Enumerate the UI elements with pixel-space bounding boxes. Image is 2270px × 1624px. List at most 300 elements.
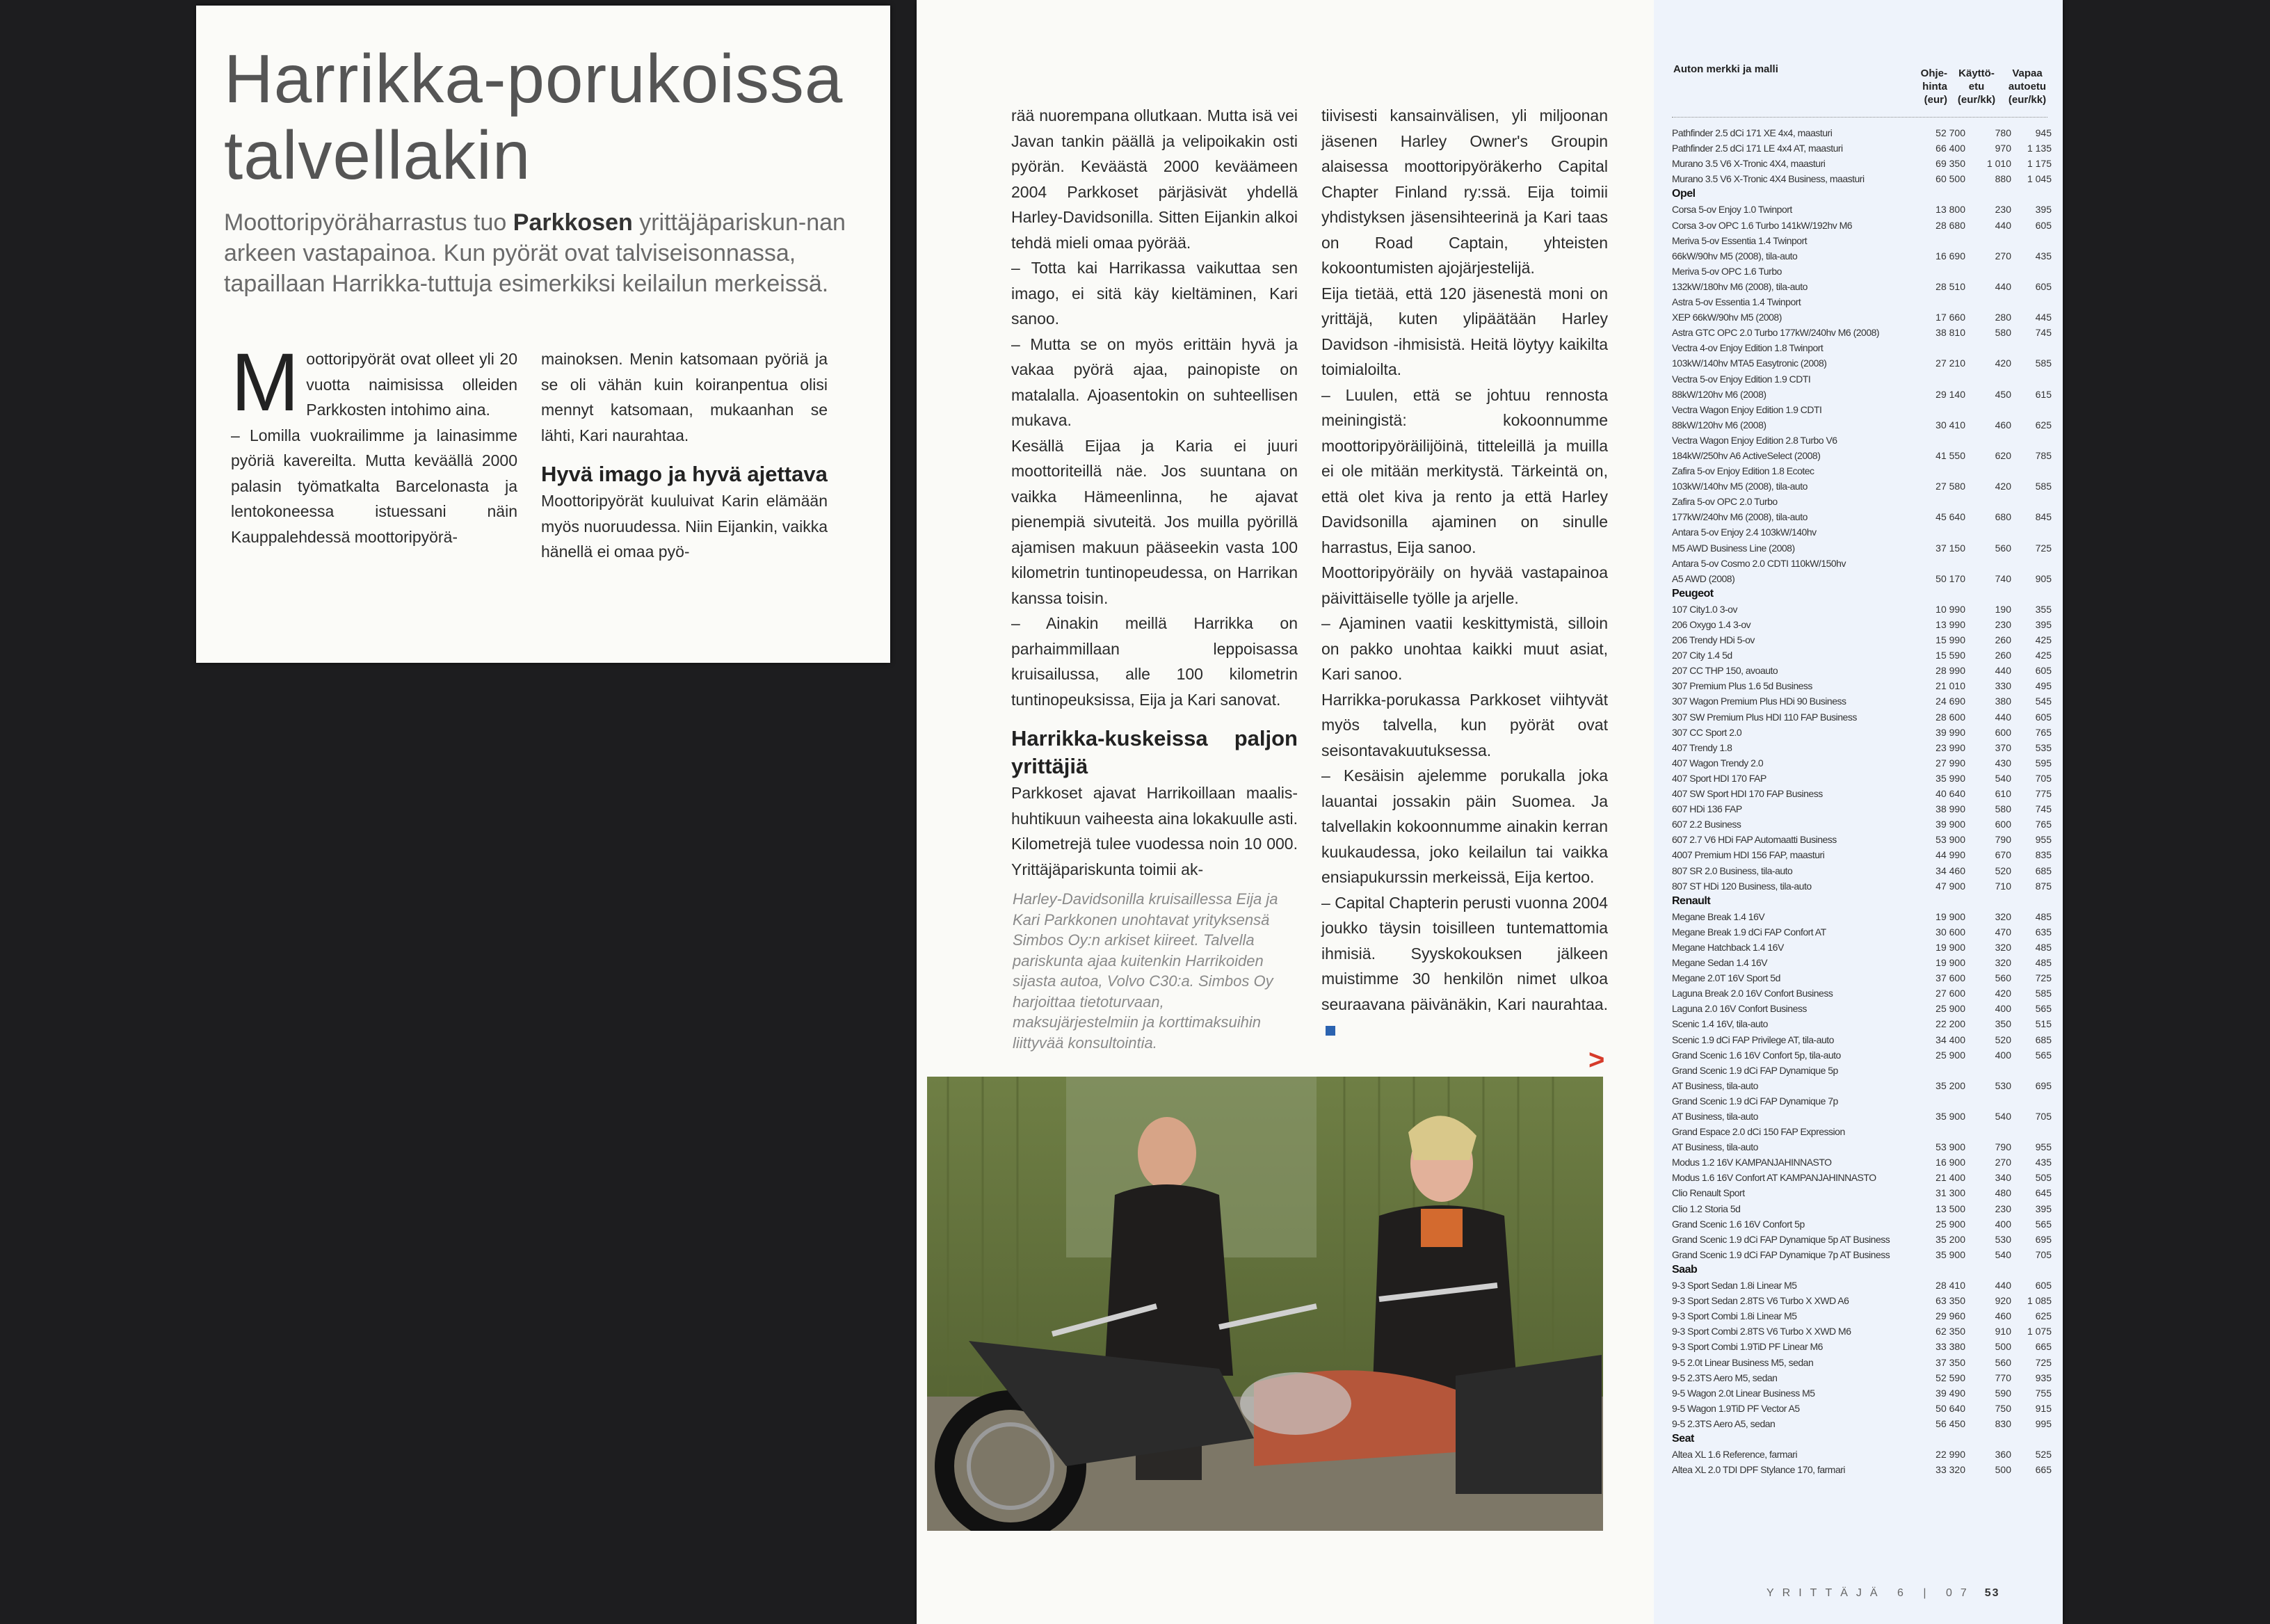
model-cell: Meriva 5-ov Essentia 1.4 Twinport <box>1672 234 1808 246</box>
price-cell: 35 900 <box>1935 1248 1965 1260</box>
use-benefit-cell: 520 <box>1995 865 2011 876</box>
free-benefit-cell: 905 <box>2035 572 2052 584</box>
continue-arrow-icon: > <box>1588 1045 1605 1075</box>
use-benefit-cell: 460 <box>1995 1310 2011 1322</box>
free-benefit-cell: 565 <box>2035 1003 2052 1015</box>
free-benefit-cell: 645 <box>2035 1187 2052 1199</box>
model-cell: 207 CC THP 150, avoauto <box>1672 665 1778 677</box>
free-benefit-cell: 1 075 <box>2027 1326 2052 1337</box>
table-row <box>1672 1109 2052 1124</box>
table-row <box>1672 924 2052 940</box>
model-cell: Clio 1.2 Storia 5d <box>1672 1203 1741 1214</box>
table-row <box>1672 1324 2052 1339</box>
use-benefit-cell: 500 <box>1995 1341 2011 1353</box>
price-cell: 50 170 <box>1935 572 1965 584</box>
table-row <box>1672 125 2052 140</box>
free-benefit-cell: 955 <box>2035 834 2052 846</box>
table-row <box>1672 571 2052 586</box>
model-cell: Megane Break 1.9 dCi FAP Confort AT <box>1672 926 1826 938</box>
free-benefit-cell: 665 <box>2035 1341 2052 1353</box>
model-cell: Murano 3.5 V6 X-Tronic 4X4 Business, maasturi <box>1672 173 1865 185</box>
price-cell: 34 460 <box>1935 865 1965 876</box>
model-cell: Corsa 5-ov Enjoy 1.0 Twinport <box>1672 204 1792 216</box>
free-benefit-cell: 505 <box>2035 1172 2052 1184</box>
price-cell: 35 200 <box>1935 1233 1965 1245</box>
free-benefit-cell: 605 <box>2035 280 2052 292</box>
use-benefit-cell: 740 <box>1995 572 2011 584</box>
table-row <box>1672 970 2052 986</box>
table-row <box>1672 433 2047 448</box>
free-benefit-cell: 945 <box>2035 127 2052 138</box>
free-benefit-cell: 955 <box>2035 1141 2052 1153</box>
article-opening-clipping <box>196 6 890 663</box>
use-benefit-cell: 600 <box>1995 819 2011 830</box>
price-cell: 21 010 <box>1935 680 1965 692</box>
free-benefit-cell: 485 <box>2035 941 2052 953</box>
table-row <box>1672 940 2052 955</box>
free-benefit-cell: 1 045 <box>2027 173 2052 185</box>
body-column-3: rää nuorempana ollutkaan. Mutta isä vei Javan tankin päällä ja velipoikakin osti pyörän. Keväästä 2000 keväämeen 2004 Parkkoset pärjäsivät yhdellä Harley-Davidsonilla. Sitten Eijankin alkoi tehdä mieli omaa pyörää. – Totta kai Harrikassa vaikuttaa sen imago, ei sitä käy kieltäminen, Kari sanoo. – Mutta se on myös erittäin hyvä ja vakaa pyörä ajaa, painopiste on matalalla. Ajoasentokin on suhteellisen mukava. Kesällä Eijaa ja Karia ei juuri moottoriteillä näe. Jos suuntana on vaikka Hämeenlinna, he ajavat pienempiä sivuteitä. Jos muilla pyörillä ajamisen makuun pääseekin vasta 100 kilometrin tuntinopeudessa, on Harrikan kanssa toisin. – Ainakin meillä Harrikka on parhaimmillaan leppoisassa kruisailussa, alle 100 kilometrin tuntinopeuksissa, Eija ja Kari sanovat. Harrikka-kuskeissa paljon yrittäjiä Parkkoset ajavat Harrikoillaan maalis-huhtikuun vaiheesta aina lokakuulle asti. Kilometrejä tulee vuodessa noin 10 000. Yrittäjäpariskunta toimii ak- <box>1011 106 1298 878</box>
free-benefit-cell: 355 <box>2035 603 2052 615</box>
use-benefit-cell: 440 <box>1995 665 2011 677</box>
price-cell: 53 900 <box>1935 834 1965 846</box>
use-benefit-cell: 260 <box>1995 650 2011 661</box>
free-benefit-cell: 605 <box>2035 711 2052 723</box>
price-cell: 30 600 <box>1935 926 1965 938</box>
price-cell: 16 900 <box>1935 1157 1965 1168</box>
body-column-2: mainoksen. Menin katsomaan pyöriä ja se oli vähän kuin koiranpentua olisi mennyt katsomaan, mukaanhan se lähti, Kari naurahtaa. Hyvä imago ja hyvä ajettava Moottoripyörät kuuluivat Karin elämään myös nuoruudessa. Niin Eijankin, vaikka hänellä ei omaa pyö- <box>541 350 828 561</box>
use-benefit-cell: 420 <box>1995 481 2011 492</box>
price-cell: 34 400 <box>1935 1034 1965 1045</box>
price-cell: 38 810 <box>1935 327 1965 339</box>
price-cell: 21 400 <box>1935 1172 1965 1184</box>
use-benefit-cell: 230 <box>1995 619 2011 630</box>
drop-cap: M <box>231 337 300 428</box>
use-benefit-cell: 400 <box>1995 1218 2011 1230</box>
table-row <box>1672 1370 2052 1385</box>
price-cell: 13 500 <box>1935 1203 1965 1214</box>
model-cell: Vectra 5-ov Enjoy Edition 1.9 CDTI <box>1672 373 1811 385</box>
free-benefit-cell: 565 <box>2035 1049 2052 1061</box>
price-cell: 22 200 <box>1935 1018 1965 1030</box>
model-cell: Grand Espace 2.0 dCi 150 FAP Expression <box>1672 1126 1845 1138</box>
price-cell: 28 680 <box>1935 219 1965 231</box>
table-row <box>1672 878 2052 894</box>
use-benefit-cell: 470 <box>1995 926 2011 938</box>
model-cell: Astra 5-ov Essentia 1.4 Twinport <box>1672 296 1801 308</box>
price-cell: 44 990 <box>1935 849 1965 861</box>
price-cell: 13 800 <box>1935 204 1965 216</box>
price-cell: 35 990 <box>1935 772 1965 784</box>
table-row <box>1672 725 2052 740</box>
use-benefit-cell: 260 <box>1995 634 2011 646</box>
free-benefit-cell: 395 <box>2035 204 2052 216</box>
model-cell: 9-5 2.3TS Aero M5, sedan <box>1672 1372 1778 1383</box>
table-header-price: Ohje- hinta (eur) <box>1920 67 1947 106</box>
table-row <box>1672 678 2052 693</box>
price-cell: 66 400 <box>1935 143 1965 154</box>
free-benefit-cell: 395 <box>2035 1203 2052 1214</box>
free-benefit-cell: 585 <box>2035 357 2052 369</box>
model-cell: 103kW/140hv MTA5 Easytronic (2008) <box>1672 357 1827 369</box>
use-benefit-cell: 270 <box>1995 250 2011 262</box>
model-cell: 207 City 1.4 5d <box>1672 650 1732 661</box>
use-benefit-cell: 540 <box>1995 1111 2011 1122</box>
table-row <box>1672 863 2052 878</box>
use-benefit-cell: 670 <box>1995 849 2011 861</box>
use-benefit-cell: 500 <box>1995 1464 2011 1476</box>
use-benefit-cell: 460 <box>1995 419 2011 431</box>
model-cell: M5 AWD Business Line (2008) <box>1672 542 1795 554</box>
free-benefit-cell: 485 <box>2035 957 2052 969</box>
model-cell: 103kW/140hv M5 (2008), tila-auto <box>1672 481 1808 492</box>
table-row <box>1672 340 2047 355</box>
free-benefit-cell: 1 135 <box>2027 143 2052 154</box>
price-cell: 60 500 <box>1935 173 1965 185</box>
table-row <box>1672 355 2052 371</box>
use-benefit-cell: 380 <box>1995 696 2011 707</box>
table-row <box>1672 1401 2052 1416</box>
model-cell: 206 Trendy HDi 5-ov <box>1672 634 1755 646</box>
free-benefit-cell: 705 <box>2035 772 2052 784</box>
model-cell: 66kW/90hv M5 (2008), tila-auto <box>1672 250 1798 262</box>
free-benefit-cell: 485 <box>2035 910 2052 922</box>
use-benefit-cell: 610 <box>1995 788 2011 800</box>
article-lead: Moottoripyöräharrastus tuo Parkkosen yrittäjäpariskun-nan arkeen vastapainoa. Kun pyörät ovat talviseisonnassa, tapaillaan Harrikka-tuttuja esimerkiksi keilailun merkeissä. <box>224 209 846 297</box>
free-benefit-cell: 725 <box>2035 542 2052 554</box>
price-cell: 10 990 <box>1935 603 1965 615</box>
use-benefit-cell: 970 <box>1995 143 2011 154</box>
price-cell: 47 900 <box>1935 880 1965 892</box>
table-row <box>1672 663 2052 678</box>
model-cell: Altea XL 2.0 TDI DPF Stylance 170, farmari <box>1672 1464 1846 1476</box>
page-footer <box>1766 1587 2000 1600</box>
car-benefit-price-table <box>1654 0 2063 1624</box>
free-benefit-cell: 665 <box>2035 1464 2052 1476</box>
table-row <box>1672 1139 2052 1155</box>
photo-caption: Harley-Davidsonilla kruisaillessa Eija ja Kari Parkkonen unohtavat yrityksensä Simbos Oy:n arkiset kiireet. Talvella pariskunta ajaa kuitenkin Harrikoiden sijasta autoa, Volvo C30:a. Simbos Oy harjoittaa tietoturvaan, maksujärjestelmiin ja korttimaksuihin liittyvää konsultointia. <box>1013 890 1278 1052</box>
model-cell: Grand Scenic 1.9 dCi FAP Dynamique 7p <box>1672 1095 1838 1107</box>
free-benefit-cell: 625 <box>2035 419 2052 431</box>
model-cell: Corsa 3-ov OPC 1.6 Turbo 141kW/192hv M6 <box>1672 219 1853 231</box>
table-row <box>1672 1308 2052 1324</box>
table-row <box>1672 1155 2052 1170</box>
model-cell: 206 Oxygo 1.4 3-ov <box>1672 619 1751 630</box>
use-benefit-cell: 420 <box>1995 988 2011 999</box>
table-row <box>1672 1016 2052 1031</box>
price-cell: 27 990 <box>1935 757 1965 769</box>
price-cell: 27 580 <box>1935 481 1965 492</box>
model-cell: Pathfinder 2.5 dCi 171 XE 4x4, maasturi <box>1672 127 1833 138</box>
model-cell: 88kW/120hv M6 (2008) <box>1672 419 1766 431</box>
price-cell: 69 350 <box>1935 158 1965 170</box>
use-benefit-cell: 560 <box>1995 542 2011 554</box>
price-cell: 62 350 <box>1935 1326 1965 1337</box>
free-benefit-cell: 605 <box>2035 1280 2052 1292</box>
use-benefit-cell: 440 <box>1995 1280 2011 1292</box>
price-cell: 19 900 <box>1935 910 1965 922</box>
table-row <box>1672 801 2052 817</box>
table-row <box>1672 325 2052 340</box>
price-cell: 27 600 <box>1935 988 1965 999</box>
price-cell: 39 990 <box>1935 726 1965 738</box>
model-cell: 407 Trendy 1.8 <box>1672 741 1732 753</box>
table-row <box>1672 1355 2052 1370</box>
free-benefit-cell: 585 <box>2035 481 2052 492</box>
model-cell: XEP 66kW/90hv M5 (2008) <box>1672 312 1782 323</box>
table-row <box>1672 648 2052 663</box>
model-cell: Vectra Wagon Enjoy Edition 1.9 CDTI <box>1672 403 1822 415</box>
model-cell: 9-3 Sport Combi 1.9TiD PF Linear M6 <box>1672 1341 1823 1353</box>
use-benefit-cell: 320 <box>1995 957 2011 969</box>
use-benefit-cell: 920 <box>1995 1295 2011 1307</box>
table-row <box>1672 140 2052 156</box>
model-cell: Altea XL 1.6 Reference, farmari <box>1672 1449 1798 1461</box>
price-cell: 37 350 <box>1935 1356 1965 1368</box>
table-row <box>1672 755 2052 771</box>
table-row <box>1672 387 2052 402</box>
price-cell: 25 900 <box>1935 1003 1965 1015</box>
table-row <box>1672 248 2052 264</box>
table-row <box>1672 771 2052 786</box>
use-benefit-cell: 530 <box>1995 1079 2011 1091</box>
use-benefit-cell: 440 <box>1995 711 2011 723</box>
model-cell: Grand Scenic 1.9 dCi FAP Dynamique 5p AT Business <box>1672 1233 1890 1245</box>
price-cell: 40 640 <box>1935 788 1965 800</box>
model-cell: Grand Scenic 1.6 16V Confort 5p, tila-auto <box>1672 1049 1841 1061</box>
table-row <box>1672 479 2052 494</box>
table-row <box>1672 617 2052 632</box>
table-row <box>1672 371 2047 387</box>
table-header-model: Auton merkki ja malli <box>1673 63 1778 75</box>
model-cell: Laguna 2.0 16V Confort Business <box>1672 1003 1807 1015</box>
use-benefit-cell: 520 <box>1995 1034 2011 1045</box>
model-cell: 9-3 Sport Sedan 1.8i Linear M5 <box>1672 1280 1797 1292</box>
model-cell: Seat <box>1672 1432 1694 1445</box>
free-benefit-cell: 745 <box>2035 803 2052 815</box>
table-row <box>1672 1293 2052 1308</box>
model-cell: 9-5 Wagon 1.9TiD PF Vector A5 <box>1672 1402 1800 1414</box>
model-cell: 9-3 Sport Sedan 2.8TS V6 Turbo X XWD A6 <box>1672 1295 1849 1307</box>
free-benefit-cell: 765 <box>2035 726 2052 738</box>
model-cell: 807 SR 2.0 Business, tila-auto <box>1672 865 1793 876</box>
table-row <box>1672 264 2047 279</box>
model-cell: 407 Wagon Trendy 2.0 <box>1672 757 1764 769</box>
model-cell: Murano 3.5 V6 X-Tronic 4X4, maasturi <box>1672 158 1826 170</box>
model-cell: Meriva 5-ov OPC 1.6 Turbo <box>1672 265 1782 277</box>
table-header-free-benefit: Vapaa autoetu (eur/kk) <box>2008 67 2047 106</box>
table-row <box>1672 524 2047 540</box>
use-benefit-cell: 190 <box>1995 603 2011 615</box>
free-benefit-cell: 1 175 <box>2027 158 2052 170</box>
table-row <box>1672 1093 2047 1109</box>
model-cell: 107 City1.0 3-ov <box>1672 603 1737 615</box>
price-cell: 29 960 <box>1935 1310 1965 1322</box>
use-benefit-cell: 580 <box>1995 803 2011 815</box>
use-benefit-cell: 560 <box>1995 972 2011 984</box>
table-row <box>1672 1170 2052 1185</box>
table-row <box>1672 156 2052 171</box>
model-cell: Modus 1.6 16V Confort AT KAMPANJAHINNASTO <box>1672 1172 1876 1184</box>
model-cell: Grand Scenic 1.9 dCi FAP Dynamique 7p AT Business <box>1672 1248 1890 1260</box>
table-row <box>1672 494 2047 509</box>
use-benefit-cell: 790 <box>1995 1141 2011 1153</box>
model-cell: AT Business, tila-auto <box>1672 1141 1758 1153</box>
price-cell: 39 490 <box>1935 1387 1965 1399</box>
table-row <box>1672 1047 2052 1063</box>
price-cell: 16 690 <box>1935 250 1965 262</box>
use-benefit-cell: 880 <box>1995 173 2011 185</box>
table-brand-row <box>1672 894 2047 909</box>
price-cell: 38 990 <box>1935 803 1965 815</box>
model-cell: Antara 5-ov Cosmo 2.0 CDTI 110kW/150hv <box>1672 557 1846 569</box>
free-benefit-cell: 875 <box>2035 880 2052 892</box>
free-benefit-cell: 835 <box>2035 849 2052 861</box>
price-cell: 17 660 <box>1935 312 1965 323</box>
table-row <box>1672 1124 2047 1139</box>
model-cell: A5 AWD (2008) <box>1672 572 1735 584</box>
free-benefit-cell: 745 <box>2035 327 2052 339</box>
free-benefit-cell: 845 <box>2035 511 2052 523</box>
model-cell: Megane Hatchback 1.4 16V <box>1672 941 1784 953</box>
use-benefit-cell: 590 <box>1995 1387 2011 1399</box>
free-benefit-cell: 395 <box>2035 619 2052 630</box>
price-cell: 25 900 <box>1935 1049 1965 1061</box>
table-brand-row <box>1672 186 2047 202</box>
use-benefit-cell: 780 <box>1995 127 2011 138</box>
model-cell: Clio Renault Sport <box>1672 1187 1745 1199</box>
free-benefit-cell: 765 <box>2035 819 2052 830</box>
price-cell: 24 690 <box>1935 696 1965 707</box>
use-benefit-cell: 440 <box>1995 280 2011 292</box>
model-cell: 607 2.2 Business <box>1672 819 1741 830</box>
model-cell: 88kW/120hv M6 (2008) <box>1672 388 1766 400</box>
price-cell: 35 900 <box>1935 1111 1965 1122</box>
model-cell: 407 Sport HDI 170 FAP <box>1672 772 1766 784</box>
table-row <box>1672 279 2052 294</box>
use-benefit-cell: 400 <box>1995 1049 2011 1061</box>
table-row <box>1672 1339 2052 1354</box>
table-row <box>1672 602 2052 617</box>
price-cell: 23 990 <box>1935 741 1965 753</box>
free-benefit-cell: 685 <box>2035 1034 2052 1045</box>
model-cell: Opel <box>1672 188 1696 200</box>
free-benefit-cell: 1 085 <box>2027 1295 2052 1307</box>
model-cell: 607 2.7 V6 HDi FAP Automaatti Business <box>1672 834 1837 846</box>
model-cell: Saab <box>1672 1263 1698 1276</box>
table-row <box>1672 463 2047 479</box>
table-row <box>1672 909 2052 924</box>
model-cell: Grand Scenic 1.6 16V Confort 5p <box>1672 1218 1805 1230</box>
model-cell: 9-3 Sport Combi 1.8i Linear M5 <box>1672 1310 1797 1322</box>
price-cell: 53 900 <box>1935 1141 1965 1153</box>
free-benefit-cell: 605 <box>2035 219 2052 231</box>
table-row <box>1672 402 2047 417</box>
table-row <box>1672 1185 2052 1200</box>
model-cell: Megane Sedan 1.4 16V <box>1672 957 1768 969</box>
use-benefit-cell: 370 <box>1995 741 2011 753</box>
table-row <box>1672 309 2052 325</box>
use-benefit-cell: 560 <box>1995 1356 2011 1368</box>
price-cell: 19 900 <box>1935 957 1965 969</box>
model-cell: 9-5 2.0t Linear Business M5, sedan <box>1672 1356 1814 1368</box>
use-benefit-cell: 320 <box>1995 910 2011 922</box>
price-cell: 37 150 <box>1935 542 1965 554</box>
table-row <box>1672 218 2052 233</box>
free-benefit-cell: 755 <box>2035 1387 2052 1399</box>
use-benefit-cell: 420 <box>1995 357 2011 369</box>
price-cell: 30 410 <box>1935 419 1965 431</box>
table-brand-row <box>1672 1431 2047 1447</box>
free-benefit-cell: 585 <box>2035 988 2052 999</box>
use-benefit-cell: 790 <box>1995 834 2011 846</box>
model-cell: 307 SW Premium Plus HDI 110 FAP Business <box>1672 711 1857 723</box>
model-cell: Antara 5-ov Enjoy 2.4 103kW/140hv <box>1672 526 1817 538</box>
model-cell: 307 Premium Plus 1.6 5d Business <box>1672 680 1812 692</box>
model-cell: 607 HDi 136 FAP <box>1672 803 1742 815</box>
table-row <box>1672 832 2052 847</box>
free-benefit-cell: 935 <box>2035 1372 2052 1383</box>
subheading-entrepreneurs: Harrikka-kuskeissa paljon yrittäjiä <box>1011 726 1298 778</box>
free-benefit-cell: 705 <box>2035 1248 2052 1260</box>
price-cell: 27 210 <box>1935 357 1965 369</box>
table-row <box>1672 1201 2052 1216</box>
model-cell: 807 ST HDi 120 Business, tila-auto <box>1672 880 1812 892</box>
free-benefit-cell: 515 <box>2035 1018 2052 1030</box>
page-number: 53 <box>1984 1587 2000 1599</box>
motorcycle-photo <box>927 1077 1603 1531</box>
table-row <box>1672 171 2052 186</box>
table-brand-row <box>1672 1262 2047 1278</box>
use-benefit-cell: 270 <box>1995 1157 2011 1168</box>
price-cell: 45 640 <box>1935 511 1965 523</box>
free-benefit-cell: 495 <box>2035 680 2052 692</box>
free-benefit-cell: 695 <box>2035 1079 2052 1091</box>
use-benefit-cell: 750 <box>1995 1402 2011 1414</box>
model-cell: 9-5 Wagon 2.0t Linear Business M5 <box>1672 1387 1815 1399</box>
free-benefit-cell: 775 <box>2035 788 2052 800</box>
model-cell: 9-3 Sport Combi 2.8TS V6 Turbo X XWD M6 <box>1672 1326 1851 1337</box>
table-row <box>1672 817 2052 832</box>
model-cell: AT Business, tila-auto <box>1672 1079 1758 1091</box>
use-benefit-cell: 400 <box>1995 1003 2011 1015</box>
free-benefit-cell: 995 <box>2035 1417 2052 1429</box>
price-cell: 37 600 <box>1935 972 1965 984</box>
free-benefit-cell: 625 <box>2035 1310 2052 1322</box>
price-cell: 31 300 <box>1935 1187 1965 1199</box>
table-row <box>1672 556 2047 571</box>
article-title: Harrikka-porukoissa talvellakin <box>224 40 844 193</box>
free-benefit-cell: 695 <box>2035 1233 2052 1245</box>
end-mark-icon <box>1326 1026 1335 1036</box>
body-column-1: Moottoripyörät ovat olleet yli 20 vuotta naimisissa olleiden Parkkosten intohimo aina. – Lomilla vuokrailimme ja lainasimme pyöriä kavereilta. Mutta keväällä 2000 palasin työmatkalta Barcelonasta ja lentokoneessa istuessani näin Kauppalehdessä moottoripyörä- <box>231 337 517 546</box>
table-header-use-benefit: Käyttö- etu (eur/kk) <box>1957 67 1996 106</box>
table-row <box>1672 847 2052 862</box>
model-cell: Pathfinder 2.5 dCi 171 LE 4x4 AT, maasturi <box>1672 143 1843 154</box>
use-benefit-cell: 440 <box>1995 219 2011 231</box>
table-header-divider <box>1672 117 2047 118</box>
table-row <box>1672 1001 2052 1016</box>
price-cell: 15 590 <box>1935 650 1965 661</box>
free-benefit-cell: 785 <box>2035 449 2052 461</box>
price-cell: 33 380 <box>1935 1341 1965 1353</box>
table-row <box>1672 693 2052 709</box>
price-cell: 52 700 <box>1935 127 1965 138</box>
table-row <box>1672 202 2052 217</box>
table-row <box>1672 1216 2052 1232</box>
table-brand-row <box>1672 586 2047 602</box>
free-benefit-cell: 615 <box>2035 388 2052 400</box>
